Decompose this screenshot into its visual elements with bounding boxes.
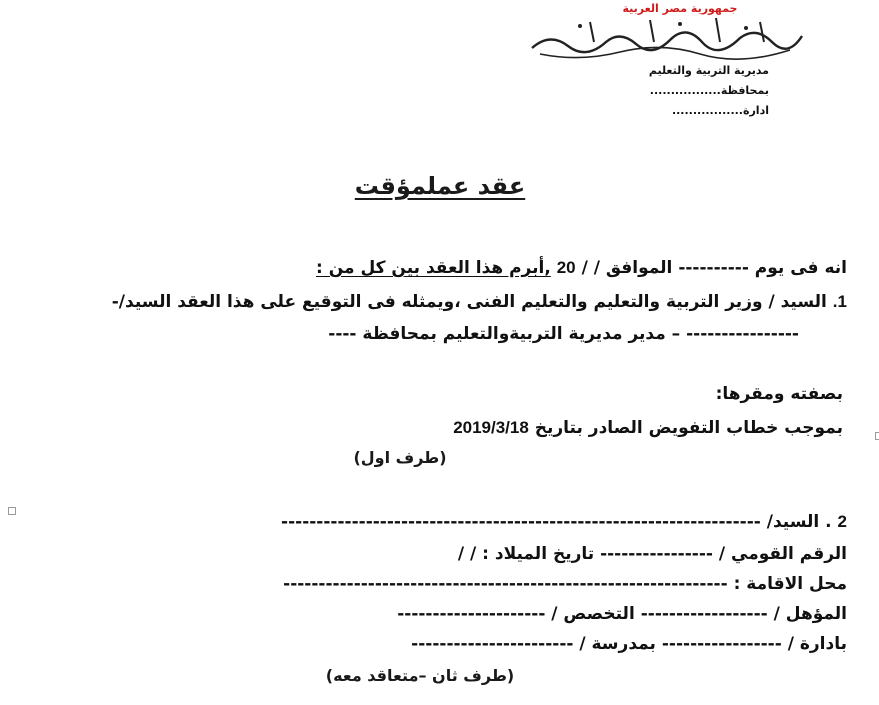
party2-residence-dashes: ---------------------------------------------------------------	[283, 574, 728, 594]
party1-role: (طرف اول)	[353, 448, 447, 467]
party2-mr: . السيد/	[766, 512, 832, 532]
intro-date-slashes: / /	[581, 258, 600, 278]
party2-mr-line	[281, 512, 847, 532]
party1-line2: ---------------- – مدير مديرية التربيةوالتعليم بمحافظة ----	[328, 324, 799, 344]
party2-role: (طرف ثان –متعاقد معه)	[325, 666, 515, 685]
party2-qualification: المؤهل /	[773, 604, 847, 624]
party2-residence: محل الاقامة :	[733, 574, 847, 594]
party2-school-dashes: -----------------------	[411, 634, 574, 654]
party1-mandate-text: بموجب خطاب التفويض الصادر بتاريخ	[534, 418, 843, 438]
republic-label: جمهورية مصر العربية	[622, 2, 738, 15]
party2-administration-dashes: -----------------	[661, 634, 782, 654]
intro-day-dashes: ----------	[678, 258, 749, 278]
intro-prefix: انه فى يوم	[754, 258, 847, 278]
governorate-label: بمحافظة.................	[649, 84, 769, 97]
intro-corresponding: الموافق	[605, 258, 673, 278]
party1-mandate-date: 2019/3/18	[453, 418, 529, 437]
party2-national-id: الرقم القومي /	[718, 544, 847, 564]
party1-number: 1.	[832, 292, 847, 311]
party1-line1	[112, 292, 847, 312]
margin-marker	[875, 432, 879, 440]
page-title: عقد عملمؤقت	[354, 172, 526, 200]
party2-school: بمدرسة /	[579, 634, 656, 654]
intro-line	[316, 258, 847, 278]
party2-specialization-dashes: ---------------------	[397, 604, 546, 624]
intro-year: 20	[556, 258, 576, 277]
party2-administration: بادارة /	[787, 634, 847, 654]
administration-label: ادارة.................	[671, 104, 769, 117]
party2-mr-dashes: --------------------------------------------------------------------	[281, 512, 761, 532]
party1-line1-text: السيد / وزير التربية والتعليم والتعليم الفنى ،ويمثله فى التوقيع على هذا العقد السيد/-	[111, 292, 827, 312]
party2-qualification-line	[397, 604, 847, 624]
party2-id-line	[458, 544, 847, 564]
party2-birth-date: تاريخ الميلاد :	[482, 544, 595, 564]
party2-qualification-dashes: ------------------	[640, 604, 768, 624]
party2-birth-slashes: / /	[457, 544, 477, 564]
party2-national-id-dashes: ----------------	[600, 544, 713, 564]
party2-number: 2	[837, 512, 847, 531]
party2-specialization: التخصص /	[551, 604, 635, 624]
party1-capacity: بصفته ومقرها:	[715, 384, 843, 404]
intro-suffix: ,أبرم هذا العقد بين كل من :	[315, 258, 551, 278]
party2-residence-line	[283, 574, 847, 594]
margin-marker-2	[8, 507, 16, 515]
directorate-label: مديرية التربية والتعليم	[648, 64, 769, 77]
party2-administration-line	[411, 634, 847, 654]
ministry-calligraphy-logo	[520, 12, 810, 64]
party1-mandate	[453, 418, 843, 438]
